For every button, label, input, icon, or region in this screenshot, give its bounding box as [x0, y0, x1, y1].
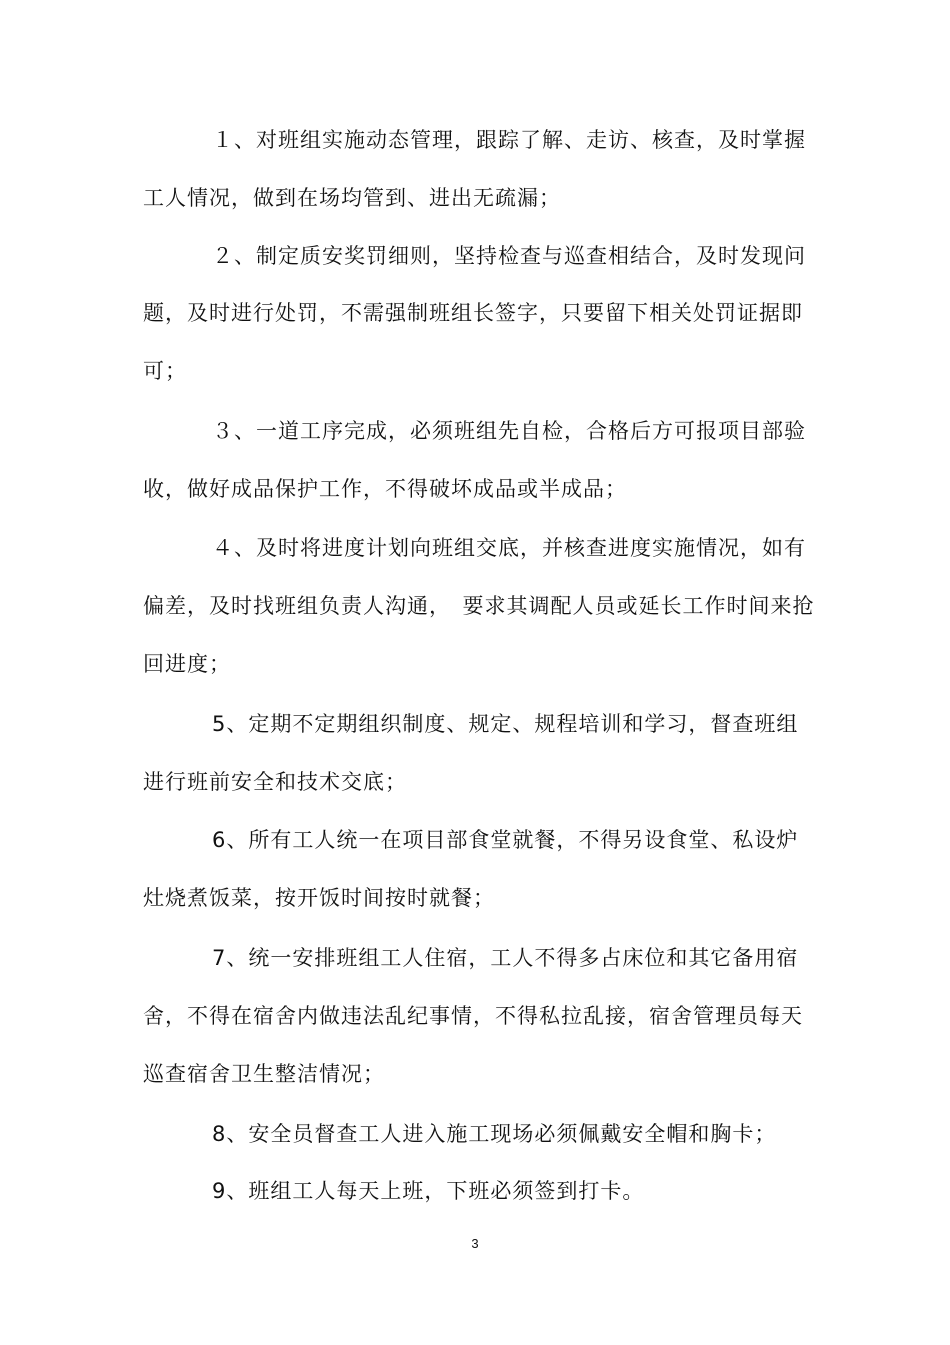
item-1-line-2: 工人情况，做到在场均管到、进出无疏漏； — [143, 186, 561, 210]
item-7-line-1: 7、统一安排班组工人住宿，工人不得多占床位和其它备用宿 — [212, 946, 799, 970]
item-1-line-1: １、对班组实施动态管理，跟踪了解、走访、核查，及时掌握 — [212, 128, 806, 152]
item-2-line-3: 可； — [143, 359, 187, 383]
item-9-line-1: 9、班组工人每天上班，下班必须签到打卡。 — [212, 1179, 645, 1203]
item-5-line-1: 5、定期不定期组织制度、规定、规程培训和学习，督查班组 — [212, 712, 799, 736]
item-3-line-2: 收，做好成品保护工作，不得破坏成品或半成品； — [143, 477, 627, 501]
item-6-line-2: 灶烧煮饭菜，按开饭时间按时就餐； — [143, 886, 495, 910]
item-6-line-1: 6、所有工人统一在项目部食堂就餐，不得另设食堂、私设炉 — [212, 828, 799, 852]
item-3-line-1: ３、一道工序完成，必须班组先自检，合格后方可报项目部验 — [212, 419, 806, 443]
item-7-line-3: 巡查宿舍卫生整洁情况； — [143, 1062, 385, 1086]
item-7-line-2: 舍，不得在宿舍内做违法乱纪事情，不得私拉乱接，宿舍管理员每天 — [143, 1004, 803, 1028]
page-number: 3 — [471, 1236, 479, 1251]
item-4-line-3: 回进度； — [143, 652, 231, 676]
item-8-line-1: 8、安全员督查工人进入施工现场必须佩戴安全帽和胸卡； — [212, 1122, 777, 1146]
item-4-line-1: ４、及时将进度计划向班组交底，并核查进度实施情况，如有 — [212, 536, 806, 560]
item-4-line-2: 偏差，及时找班组负责人沟通， 要求其调配人员或延长工作时间来抢 — [143, 594, 815, 618]
item-5-line-2: 进行班前安全和技术交底； — [143, 770, 407, 794]
item-2-line-1: ２、制定质安奖罚细则，坚持检查与巡查相结合，及时发现问 — [212, 244, 806, 268]
item-2-line-2: 题，及时进行处罚，不需强制班组长签字，只要留下相关处罚证据即 — [143, 301, 803, 325]
